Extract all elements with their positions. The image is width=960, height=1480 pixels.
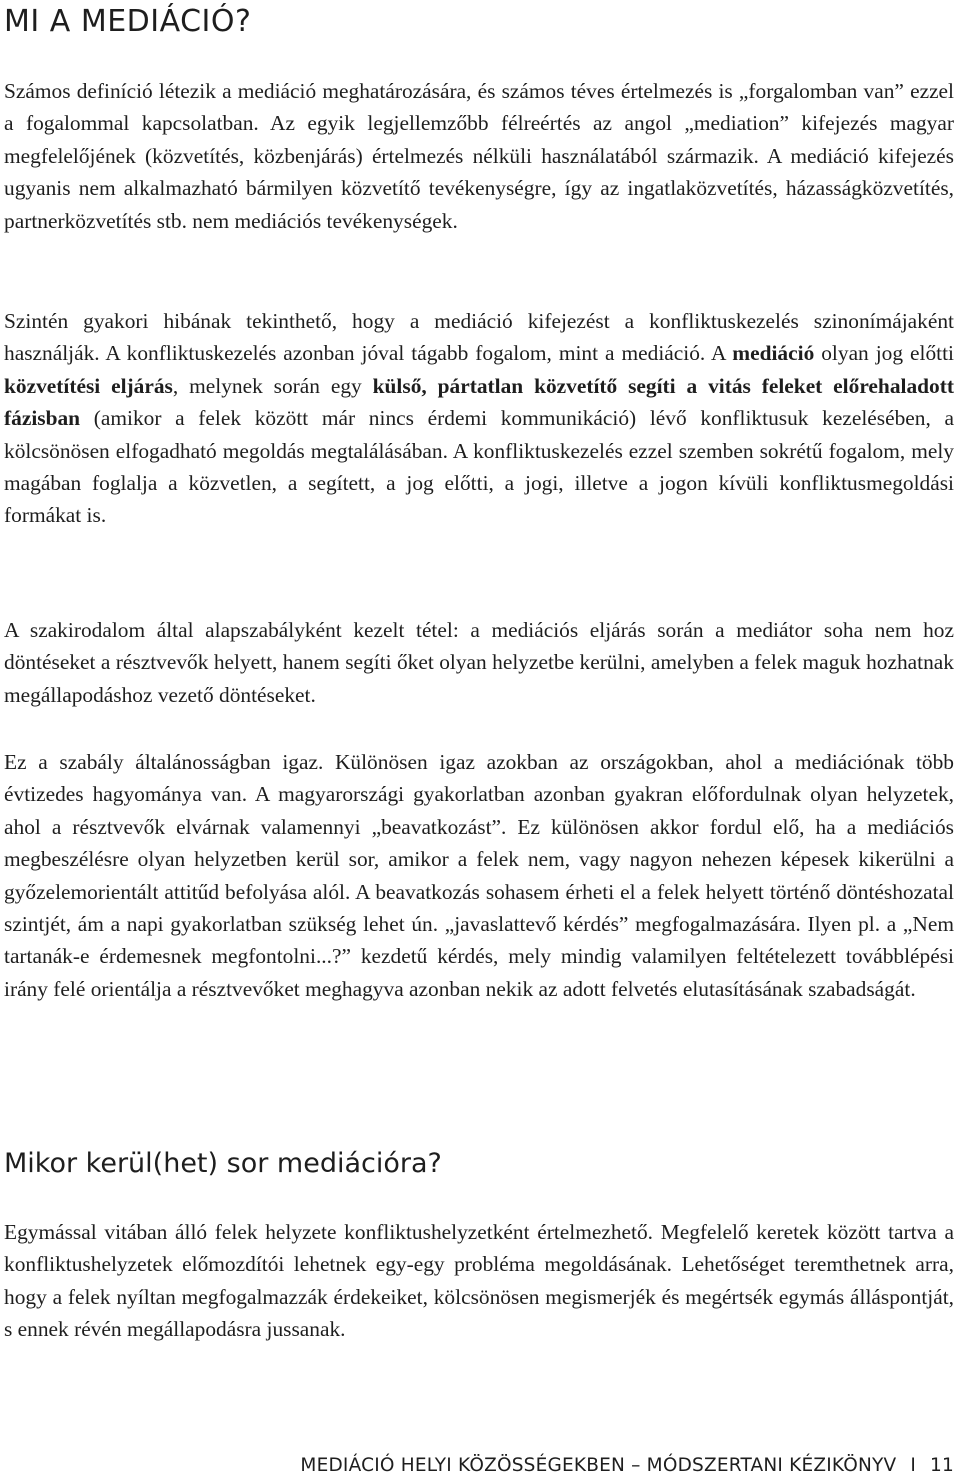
paragraph-basic-rule: A szakirodalom által alapszabályként kezelt tétel: a mediációs eljárás során a mediátor soha nem hoz döntéseket a résztvevők helyett, hanem segíti őket olyan helyzetbe kerülni, amelyben a felek maguk hozhatnak megállapodáshoz vezető döntéseket. [4, 618, 954, 707]
bold-term-mediator: külső, pártatlan közvetítő segíti a vitás feleket előrehaladott fázisban [4, 373, 954, 431]
page-footer [300, 1453, 954, 1479]
paragraph-intervention: Ez a szabály általánosságban igaz. Különösen igaz azokban az országokban, ahol a mediációnak több évtizedes hagyománya van. A magyarországi gyakorlatban azonban gyakran előfordulnak olyan helyzetek, ahol a résztvevők elvárnak valamennyi „beavatkozást”. Ez különösen akkor fordul elő, ha a mediációs megbeszélésre olyan helyzetben kerül sor, amikor a felek nem, vagy nagyon nehezen képesek kikerülni a győzelemorientált attitűd befolyása alól. A beavatkozás sohasem érheti el a felek helyett történő döntéshozatal szintjét, ám a napi gyakorlatban szükség lehet ún. „javaslattevő kérdés” megfogalmazására. Ilyen pl. a „Nem tartanák-e érdemesnek megfontolni...?” kezdetű kérdés, mely mindig valamilyen feltételezett továbblépési irány felé orientálja a résztvevőket meghagyva azonban nekik az adott felvetés elutasításának szabadságát. [4, 750, 954, 1001]
footer-separator: I [910, 1455, 917, 1476]
paragraph-text: (amikor a felek között már nincs érdemi kommunikáció) lévő konfliktusuk kezelésében, a kölcsönösen elfogadható megoldás megtalálásában. A konfliktuskezelés ezzel szemben sokrétű fogalom, mely magában foglalja a közvetlen, a segített, a jog előtti, a jogi, illetve a jogon kívüli konfliktusmegoldási formákat is. [4, 406, 954, 528]
paragraph-text: , melynek során egy [172, 373, 373, 398]
bold-term-mediation: mediáció [732, 341, 815, 366]
page-title: MI A MEDIÁCIÓ? [4, 4, 252, 39]
paragraph-definitions: Számos definíció létezik a mediáció meghatározására, és számos téves értelmezés is „forgalomban van” ezzel a fogalommal kapcsolatban. Az egyik legjellemzőbb félreértés az angol „mediation” kifejezés magyar megfelelőjének (közvetítés, közbenjárás) értelmezés nélküli használatából származik. A mediáció kifejezés ugyanis nem alkalmazható bármilyen közvetítő tevékenységre, így az ingatlaközvetítés, házasságközvetítés, partnerközvetítés stb. nem mediációs tevékenységek. [4, 79, 954, 233]
paragraph-mediation-vs-conflict [4, 305, 954, 532]
paragraph-text: olyan jog előtti [814, 341, 954, 366]
section-subtitle: Mikor kerül(het) sor mediációra? [4, 1148, 442, 1179]
paragraph-text: Szintén gyakori hibának tekinthető, hogy a mediáció kifejezést a konfliktuskezelés szinonímájaként használják. A konfliktuskezelés azonban jóval tágabb fogalom, mint a mediáció. A [4, 309, 954, 366]
bold-term-procedure: közvetítési eljárás [4, 373, 173, 398]
paragraph-conflict-situation: Egymással vitában álló felek helyzete konfliktushelyzetként értelmezhető. Megfelelő keretek között tartva a konfliktushelyzetek előmozdítói lehetnek egy-egy probléma megoldásának. Lehetőséget teremthetnek arra, hogy a felek nyíltan megfogalmazzák érdekeiket, kölcsönösen megismerjék és megértsék egymás álláspontját, s ennek révén megállapodásra jussanak. [4, 1220, 954, 1342]
page-number: 11 [930, 1455, 954, 1476]
footer-book-title: MEDIÁCIÓ HELYI KÖZÖSSÉGEKBEN – MÓDSZERTANI KÉZIKÖNYV [300, 1455, 897, 1476]
